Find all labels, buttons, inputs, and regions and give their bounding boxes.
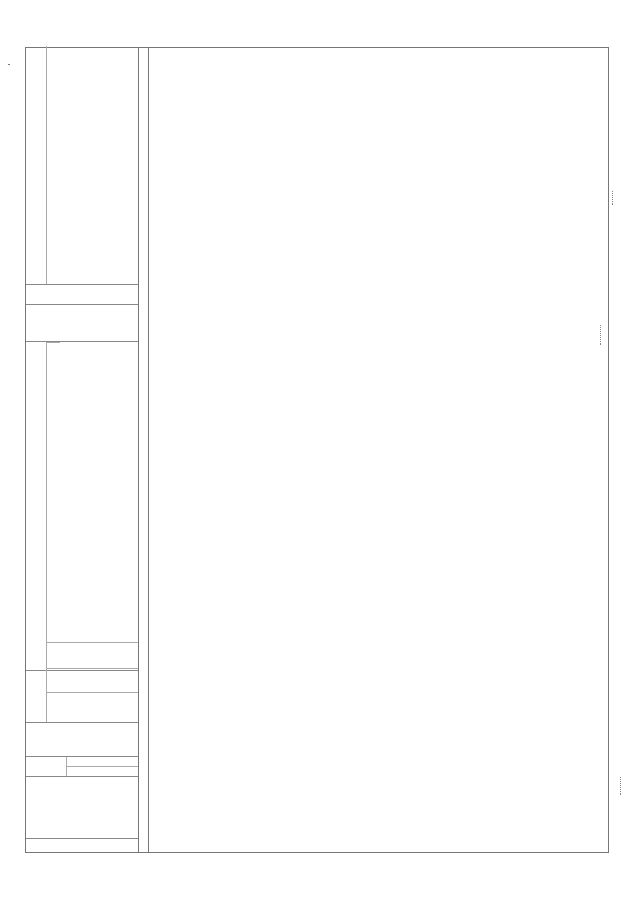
table-body — [148, 48, 610, 852]
program-table — [25, 47, 609, 853]
scan-mark — [612, 191, 613, 205]
table-header — [26, 48, 139, 852]
header-share — [46, 642, 138, 668]
header-source — [46, 692, 138, 722]
header-no — [26, 838, 138, 852]
header-unit — [26, 284, 138, 304]
header-total — [46, 668, 138, 692]
scan-mark — [600, 325, 601, 345]
header-term — [26, 756, 138, 776]
header-term-to — [67, 756, 138, 766]
header-by-year — [46, 342, 60, 642]
header-term-from — [67, 766, 138, 776]
header-indicators — [26, 46, 138, 284]
header-ind-by-year — [46, 46, 60, 284]
scan-mark — [620, 777, 621, 795]
header-indicator — [26, 304, 138, 342]
header-executor — [26, 722, 138, 756]
header-name — [26, 776, 138, 838]
scan-mark — [8, 64, 10, 65]
